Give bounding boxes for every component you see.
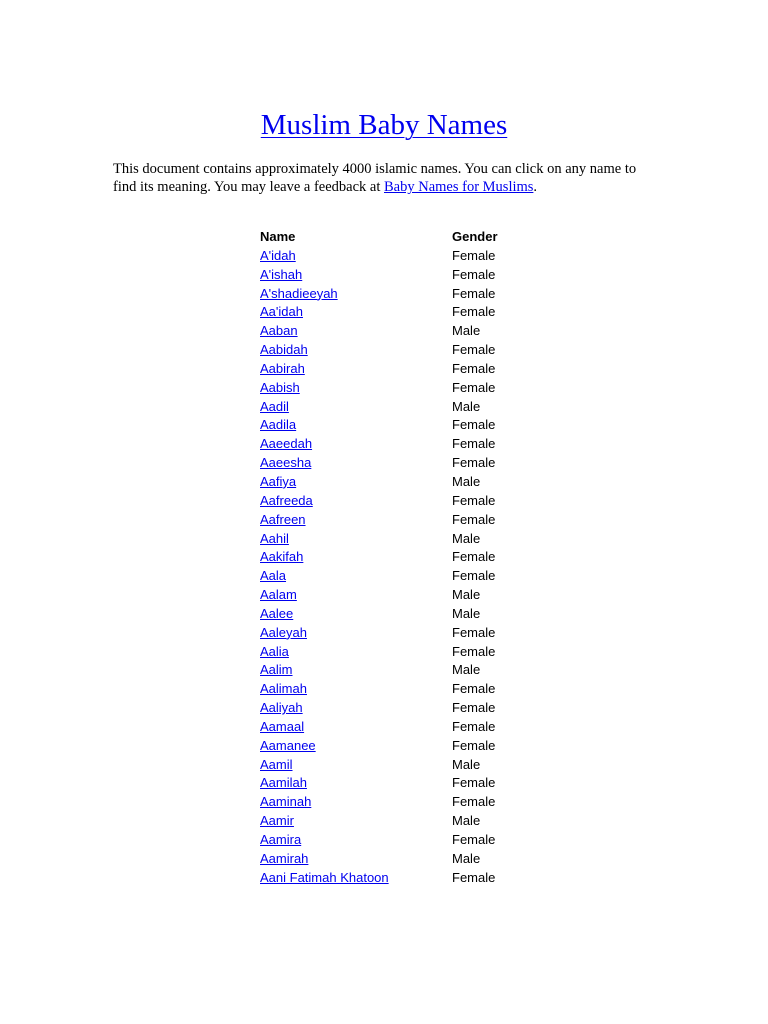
gender-cell: Female [452, 737, 496, 753]
table-row [260, 624, 552, 643]
table-row [260, 247, 552, 266]
gender-cell: Female [452, 549, 496, 565]
table-row [260, 416, 552, 435]
table-row [260, 398, 552, 417]
name-link[interactable]: Aafreen [260, 511, 306, 527]
gender-cell: Female [452, 832, 496, 847]
gender-cell: Female [452, 775, 496, 791]
table-row [260, 756, 552, 775]
table-row [260, 473, 552, 492]
table-row [260, 737, 552, 756]
name-link[interactable]: Aaminah [260, 794, 312, 810]
name-cell [260, 454, 452, 473]
gender-cell: Male [452, 756, 481, 772]
gender-cell: Female [452, 436, 496, 452]
name-cell [260, 473, 452, 492]
table-row [260, 643, 552, 662]
name-link[interactable]: Aakifah [260, 549, 304, 565]
gender-cell: Male [452, 813, 481, 829]
name-cell [260, 831, 452, 850]
feedback-link[interactable]: Baby Names for Muslims [384, 179, 534, 195]
name-link[interactable]: A'shadieeyah [260, 285, 338, 301]
title-link[interactable]: Muslim Baby Names [260, 109, 508, 141]
name-cell [260, 812, 452, 831]
table-row [260, 341, 552, 360]
table-row [260, 774, 552, 793]
gender-cell: Male [452, 850, 481, 866]
name-cell [260, 737, 452, 756]
gender-cell: Female [452, 285, 496, 301]
name-link[interactable]: Aalia [260, 643, 289, 659]
name-cell [260, 850, 452, 869]
gender-cell: Female [452, 492, 496, 508]
name-cell [260, 869, 452, 888]
name-link[interactable]: A'idah [260, 247, 296, 263]
table-row [260, 454, 552, 473]
header-gender: Gender [452, 229, 498, 244]
table-row [260, 379, 552, 398]
name-cell [260, 266, 452, 285]
name-link[interactable]: Aaleyah [260, 624, 307, 640]
table-row [260, 530, 552, 549]
table-row [260, 303, 552, 322]
name-cell [260, 511, 452, 530]
name-link[interactable]: Aafreeda [260, 492, 313, 508]
name-cell [260, 548, 452, 567]
name-cell [260, 416, 452, 435]
name-cell [260, 303, 452, 322]
name-link[interactable]: Aahil [260, 530, 289, 546]
name-link[interactable]: Aamaal [260, 718, 305, 734]
table-header-row [260, 228, 552, 247]
gender-cell: Female [452, 304, 496, 320]
name-cell [260, 661, 452, 680]
name-link[interactable]: Aaeedah [260, 436, 313, 452]
name-link[interactable]: A'ishah [260, 266, 303, 282]
name-link[interactable]: Aadil [260, 398, 289, 414]
name-link[interactable]: Aabish [260, 379, 300, 395]
name-link[interactable]: Aalimah [260, 681, 307, 697]
gender-cell: Female [452, 718, 496, 734]
name-cell [260, 341, 452, 360]
name-link[interactable]: Aamira [260, 832, 302, 847]
table-row [260, 567, 552, 586]
name-link[interactable]: Aaeesha [260, 455, 312, 471]
gender-cell: Female [452, 247, 496, 263]
table-row [260, 850, 552, 869]
table-row [260, 492, 552, 511]
name-cell [260, 624, 452, 643]
gender-cell: Female [452, 869, 496, 885]
gender-cell: Female [452, 266, 496, 282]
name-cell [260, 643, 452, 662]
table-row [260, 812, 552, 831]
gender-cell: Male [452, 323, 481, 339]
name-cell [260, 680, 452, 699]
intro-text: This document contains approximately 4000 islamic names. You can click on any name to find its meaning. You may leave a feedback at [113, 161, 637, 195]
name-link[interactable]: Aabidah [260, 342, 308, 358]
name-cell [260, 756, 452, 775]
table-row [260, 699, 552, 718]
name-cell [260, 247, 452, 266]
name-link[interactable]: Aabirah [260, 360, 305, 376]
table-row [260, 435, 552, 454]
table-row [260, 793, 552, 812]
table-row [260, 360, 552, 379]
gender-cell: Male [452, 605, 481, 621]
name-link[interactable]: Aaban [260, 323, 298, 339]
gender-cell: Female [452, 511, 496, 527]
name-cell [260, 586, 452, 605]
name-cell [260, 718, 452, 737]
gender-cell: Female [452, 379, 496, 395]
table-row [260, 548, 552, 567]
name-link[interactable]: Aaliyah [260, 700, 303, 716]
name-cell [260, 530, 452, 549]
name-link[interactable]: Aamir [260, 813, 294, 829]
name-link[interactable]: Aamirah [260, 850, 309, 866]
gender-cell: Male [452, 398, 481, 414]
name-link[interactable]: Aalee [260, 605, 294, 621]
gender-cell: Female [452, 681, 496, 697]
name-link[interactable]: Aalam [260, 587, 297, 603]
page-title [0, 107, 768, 143]
gender-cell: Male [452, 662, 481, 678]
intro-text-end: . [533, 179, 538, 195]
gender-cell: Male [452, 530, 481, 546]
name-cell [260, 360, 452, 379]
gender-cell: Male [452, 473, 481, 489]
table-row [260, 285, 552, 304]
names-table [260, 228, 552, 888]
table-row [260, 586, 552, 605]
gender-cell: Female [452, 624, 496, 640]
name-link[interactable]: Aani Fatimah Khatoon [260, 869, 389, 885]
table-row [260, 869, 552, 888]
table-row [260, 511, 552, 530]
table-row [260, 266, 552, 285]
name-link[interactable]: Aamilah [260, 775, 307, 791]
table-row [260, 831, 552, 850]
name-cell [260, 605, 452, 624]
name-link[interactable]: Aalim [260, 662, 293, 678]
name-cell [260, 699, 452, 718]
table-row [260, 322, 552, 341]
gender-cell: Female [452, 342, 496, 358]
name-link[interactable]: Aadila [260, 417, 297, 433]
name-cell [260, 398, 452, 417]
table-row [260, 605, 552, 624]
gender-cell: Male [452, 587, 481, 603]
name-cell [260, 379, 452, 398]
table-row [260, 661, 552, 680]
intro-paragraph [113, 160, 658, 196]
gender-cell: Female [452, 643, 496, 659]
name-link[interactable]: Aafiya [260, 473, 297, 489]
header-name: Name [260, 229, 296, 244]
name-cell [260, 285, 452, 304]
name-cell [260, 793, 452, 812]
gender-cell: Female [452, 455, 496, 471]
name-cell [260, 322, 452, 341]
name-cell [260, 774, 452, 793]
gender-cell: Female [452, 417, 496, 433]
name-cell [260, 567, 452, 586]
name-cell [260, 435, 452, 454]
gender-cell: Female [452, 794, 496, 810]
table-row [260, 680, 552, 699]
name-cell [260, 492, 452, 511]
gender-cell: Female [452, 568, 496, 584]
table-row [260, 718, 552, 737]
gender-cell: Female [452, 360, 496, 376]
name-link[interactable]: Aa'idah [260, 304, 303, 320]
name-link[interactable]: Aamanee [260, 737, 316, 753]
gender-cell: Female [452, 700, 496, 716]
name-link[interactable]: Aala [260, 568, 287, 584]
name-link[interactable]: Aamil [260, 756, 293, 772]
